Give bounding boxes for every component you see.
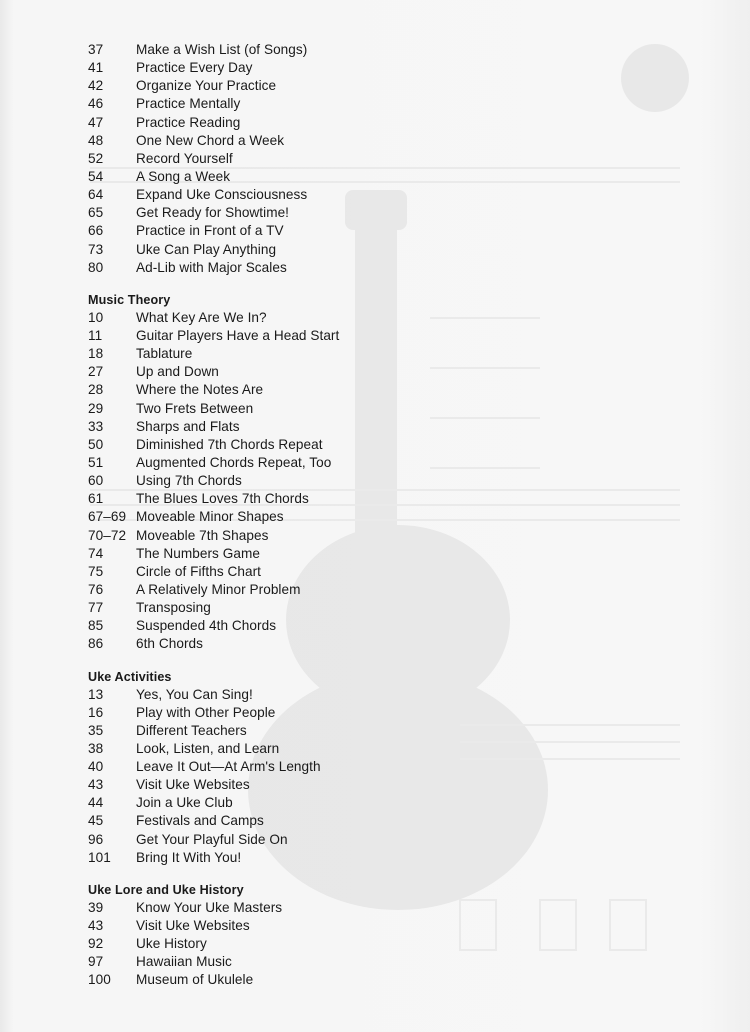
topic-title: Diminished 7th Chords Repeat — [136, 436, 323, 452]
index-entry — [88, 204, 648, 222]
topic-index — [88, 41, 648, 990]
page-number: 54 — [88, 168, 104, 184]
index-entry — [88, 849, 648, 867]
topic-title: Festivals and Camps — [136, 813, 264, 829]
index-entry — [88, 168, 648, 186]
section-heading: Uke Lore and Uke History — [88, 882, 244, 897]
topic-title: Sharps and Flats — [136, 418, 240, 434]
page-number: 77 — [88, 600, 104, 616]
index-entry — [88, 472, 648, 490]
index-entry — [88, 345, 648, 363]
topic-title: Suspended 4th Chords — [136, 618, 277, 634]
page-number: 35 — [88, 722, 104, 738]
index-entry — [88, 831, 648, 849]
index-entry — [88, 617, 648, 635]
topic-title: Practice Every Day — [136, 60, 253, 76]
index-entry — [88, 508, 648, 526]
topic-title: One New Chord a Week — [136, 132, 285, 148]
topic-title: Using 7th Chords — [136, 473, 242, 489]
page-number: 46 — [88, 96, 104, 112]
index-entry — [88, 363, 648, 381]
index-entry — [88, 381, 648, 399]
index-entry — [88, 581, 648, 599]
topic-title: Leave It Out—At Arm's Length — [136, 759, 321, 775]
index-entry — [88, 114, 648, 132]
topic-title: Practice Reading — [136, 114, 241, 130]
index-entry — [88, 400, 648, 418]
page-number: 13 — [88, 686, 104, 702]
index-entry — [88, 917, 648, 935]
index-entry — [88, 722, 648, 740]
index-section — [88, 41, 648, 277]
page-number: 80 — [88, 259, 104, 275]
page-number: 39 — [88, 899, 104, 915]
page-number: 11 — [88, 327, 103, 343]
topic-title: Visit Uke Websites — [136, 918, 250, 934]
index-section — [88, 291, 648, 654]
topic-title: A Song a Week — [136, 168, 231, 184]
topic-title: Bring It With You! — [136, 849, 242, 865]
page-number: 16 — [88, 704, 104, 720]
topic-title: Get Your Playful Side On — [136, 831, 288, 847]
page-number: 43 — [88, 918, 104, 934]
page-number: 37 — [88, 42, 104, 57]
index-section — [88, 668, 648, 867]
page-number: 65 — [88, 205, 104, 221]
page-number: 44 — [88, 795, 104, 811]
topic-title: Uke History — [136, 936, 207, 952]
topic-title: Museum of Ukulele — [136, 972, 254, 988]
page-number: 75 — [88, 563, 104, 579]
index-entry — [88, 327, 648, 345]
topic-title: Circle of Fifths Chart — [136, 563, 261, 579]
topic-title: Augmented Chords Repeat, Too — [136, 454, 332, 470]
index-entry — [88, 77, 648, 95]
topic-title: Visit Uke Websites — [136, 777, 250, 793]
index-entry — [88, 454, 648, 472]
page-number: 61 — [88, 491, 104, 507]
index-entry — [88, 241, 648, 259]
index-entry — [88, 222, 648, 240]
page-number: 60 — [88, 473, 104, 489]
topic-title: Practice in Front of a TV — [136, 223, 284, 239]
index-entry — [88, 436, 648, 454]
topic-title: What Key Are We In? — [136, 309, 267, 325]
index-entry — [88, 686, 648, 704]
page-number: 10 — [88, 309, 104, 325]
topic-title: Transposing — [136, 600, 211, 616]
topic-title: Look, Listen, and Learn — [136, 740, 280, 756]
topic-title: Up and Down — [136, 364, 219, 380]
page-number: 70–72 — [88, 527, 127, 543]
topic-title: Moveable Minor Shapes — [136, 509, 284, 525]
index-entry — [88, 704, 648, 722]
topic-title: Uke Can Play Anything — [136, 241, 277, 257]
index-entry — [88, 309, 648, 327]
index-entry — [88, 527, 648, 545]
page-number: 76 — [88, 581, 104, 597]
topic-title: Hawaiian Music — [136, 954, 232, 970]
index-entry — [88, 132, 648, 150]
index-entry — [88, 953, 648, 971]
topic-title: Yes, You Can Sing! — [136, 686, 253, 702]
page-number: 96 — [88, 831, 104, 847]
page-number: 66 — [88, 223, 104, 239]
index-entry — [88, 150, 648, 168]
index-entry — [88, 490, 648, 508]
topic-title: Tablature — [136, 346, 193, 362]
index-entry — [88, 41, 648, 59]
page-number: 51 — [88, 454, 104, 470]
page-number: 92 — [88, 936, 104, 952]
index-entry — [88, 812, 648, 830]
topic-title: Where the Notes Are — [136, 382, 264, 398]
topic-title: Two Frets Between — [136, 400, 254, 416]
index-entry — [88, 794, 648, 812]
topic-title: Play with Other People — [136, 704, 276, 720]
page-number: 18 — [88, 346, 104, 362]
page-number: 74 — [88, 545, 104, 561]
index-entry — [88, 418, 648, 436]
topic-title: Practice Mentally — [136, 96, 241, 112]
index-entry — [88, 740, 648, 758]
page-number: 48 — [88, 132, 104, 148]
topic-title: Moveable 7th Shapes — [136, 527, 269, 543]
page-number: 27 — [88, 364, 104, 380]
page-number: 42 — [88, 78, 104, 94]
section-heading: Uke Activities — [88, 669, 172, 684]
index-entry — [88, 59, 648, 77]
index-entry — [88, 776, 648, 794]
page-number: 43 — [88, 777, 104, 793]
page-number: 45 — [88, 813, 104, 829]
index-entry — [88, 545, 648, 563]
page-number: 52 — [88, 150, 104, 166]
topic-title: Make a Wish List (of Songs) — [136, 42, 308, 57]
page-number: 40 — [88, 759, 104, 775]
index-entry — [88, 563, 648, 581]
topic-title: The Numbers Game — [136, 545, 260, 561]
index-section — [88, 881, 648, 990]
topic-title: Record Yourself — [136, 150, 233, 166]
page-number: 50 — [88, 436, 104, 452]
topic-title: Get Ready for Showtime! — [136, 205, 290, 221]
topic-title: The Blues Loves 7th Chords — [136, 491, 309, 507]
topic-title: Join a Uke Club — [136, 795, 233, 811]
page-number: 100 — [88, 972, 111, 988]
topic-title: Expand Uke Consciousness — [136, 187, 308, 203]
page-number: 67–69 — [88, 509, 127, 525]
index-entry — [88, 599, 648, 617]
page-number: 47 — [88, 114, 104, 130]
index-entry — [88, 186, 648, 204]
page-number: 86 — [88, 636, 104, 652]
page-number: 101 — [88, 849, 111, 865]
index-entry — [88, 899, 648, 917]
topic-title: A Relatively Minor Problem — [136, 581, 301, 597]
topic-title: Know Your Uke Masters — [136, 899, 283, 915]
index-entry — [88, 758, 648, 776]
page-number: 73 — [88, 241, 104, 257]
topic-title: Guitar Players Have a Head Start — [136, 327, 340, 343]
index-entry — [88, 971, 648, 989]
page-number: 28 — [88, 382, 104, 398]
page-number: 33 — [88, 418, 104, 434]
index-entry — [88, 95, 648, 113]
topic-title: 6th Chords — [136, 636, 203, 652]
index-entry — [88, 635, 648, 653]
topic-title: Ad-Lib with Major Scales — [136, 259, 287, 275]
topic-title: Different Teachers — [136, 722, 247, 738]
page-number: 41 — [88, 60, 104, 76]
section-heading: Music Theory — [88, 292, 171, 307]
page-number: 85 — [88, 618, 104, 634]
page-number: 38 — [88, 740, 104, 756]
index-entry — [88, 935, 648, 953]
topic-title: Organize Your Practice — [136, 78, 277, 94]
page-number: 97 — [88, 954, 104, 970]
index-entry — [88, 259, 648, 277]
page-number: 64 — [88, 187, 104, 203]
page-number: 29 — [88, 400, 104, 416]
